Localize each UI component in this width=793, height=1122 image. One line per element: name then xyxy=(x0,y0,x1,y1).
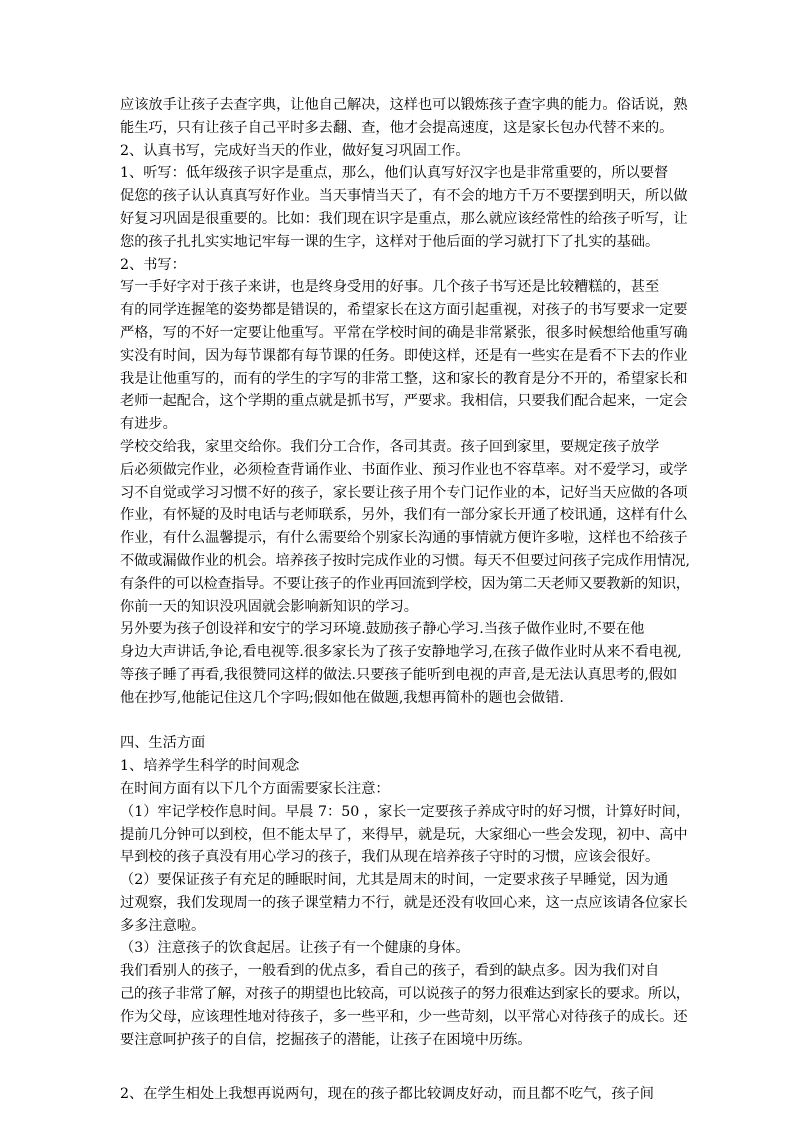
text-line: 您的孩子扎扎实实地记牢每一课的生字，这样对于他后面的学习就打下了扎实的基础。 xyxy=(120,233,660,250)
text-line: 在时间方面有以下几个方面需要家长注意： xyxy=(120,780,390,797)
text-line: 能生巧，只有让孩子自己平时多去翻、查，他才会提高速度，这是家长包办代替不来的。 xyxy=(120,119,674,136)
text-line: 多多注意啦。 xyxy=(120,917,206,934)
text-line: 过观察，我们发现周一的孩子课堂精力不行，就是还没有收回心来，这一点应该请各位家长 xyxy=(120,894,688,911)
text-line: 作为父母，应该理性地对待孩子，多一些平和，少一些苛刻，以平常心对待孩子的成长。还 xyxy=(120,1008,688,1025)
text-line: 四、生活方面 xyxy=(120,735,206,752)
text-line: 1、听写：低年级孩子识字是重点，那么，他们认真写好汉字也是非常重要的，所以要督 xyxy=(120,165,669,182)
text-line: 好复习巩固是很重要的。比如：我们现在识字是重点，那么就应该经常性的给孩子听写，让 xyxy=(120,210,688,227)
text-line: 有条件的可以检查指导。不要让孩子的作业再回流到学校，因为第二天老师又要教新的知识， xyxy=(120,575,690,592)
document-body xyxy=(120,94,690,1106)
text-line: 身边大声讲话,争论,看电视等.很多家长为了孩子安静地学习,在孩子做作业时从来不看电视, xyxy=(120,644,682,661)
text-line: 1、培养学生科学的时间观念 xyxy=(120,758,300,775)
text-line: 应该放手让孩子去查字典，让他自己解决，这样也可以锻炼孩子查字典的能力。俗话说，熟 xyxy=(120,97,688,113)
blank-line xyxy=(120,710,690,733)
text-line: 己的孩子非常了解，对孩子的期望也比较高，可以说孩子的努力很难达到家长的要求。所以， xyxy=(120,986,690,1003)
text-line: 提前几分钟可以到校，但不能太早了，来得早，就是玩，大家细心一些会发现，初中、高中 xyxy=(120,826,688,843)
text-line: 作业，有怀疑的及时电话与老师联系，另外，我们有一部分家长开通了校讯通，这样有什么 xyxy=(120,507,688,524)
text-line: 2、书写： xyxy=(120,256,186,273)
text-line: 我是让他重写的，而有的学生的字写的非常工整，这和家长的教育是分不开的，希望家长和 xyxy=(120,370,688,387)
text-line: 实没有时间，因为每节课都有每节课的任务。即使这样，还是有一些实在是看不下去的作业 xyxy=(120,347,688,364)
text-line: 老师一起配合，这个学期的重点就是抓书写，严要求。我相信，只要我们配合起来，一定会 xyxy=(120,393,688,410)
text-line: 不做或漏做作业的机会。培养孩子按时完成作业的习惯。每天不但要过问孩子完成作用情况, xyxy=(120,552,691,569)
text-line: 另外要为孩子创设祥和安宁的学习环境.鼓励孩子静心学习.当孩子做作业时,不要在他 xyxy=(120,621,645,638)
text-line: 2、在学生相处上我想再说两句，现在的孩子都比较调皮好动，而且都不吃气，孩子间 xyxy=(120,1086,654,1103)
text-line: 学校交给我，家里交给你。我们分工合作，各司其责。孩子回到家里，要规定孩子放学 xyxy=(120,438,660,455)
text-line: （3）注意孩子的饮食起居。让孩子有一个健康的身体。 xyxy=(120,940,470,957)
text-line: （2）要保证孩子有充足的睡眠时间，尤其是周末的时间，一定要求孩子早睡觉，因为通 xyxy=(120,872,669,889)
text-line: 要注意呵护孩子的自信，挖掘孩子的潜能，让孩子在困境中历练。 xyxy=(120,1031,532,1048)
text-line: 写一手好字对于孩子来讲，也是终身受用的好事。几个孩子书写还是比较糟糕的，甚至 xyxy=(120,279,660,296)
text-line: 严格，写的不好一定要让他重写。平常在学校时间的确是非常紧张，很多时候想给他重写确 xyxy=(120,324,688,341)
text-line: （1）牢记学校作息时间。早晨 7：50 ，家长一定要孩子养成守时的好习惯，计算好时间， xyxy=(120,803,691,820)
text-line: 有进步。 xyxy=(120,416,177,433)
text-line: 后必须做完作业，必须检查背诵作业、书面作业、预习作业也不容草率。对不爱学习，或学 xyxy=(120,461,688,478)
text-line: 2、认真书写，完成好当天的作业，做好复习巩固工作。 xyxy=(120,142,470,159)
blank-line xyxy=(120,1051,690,1083)
text-line: 有的同学连握笔的姿势都是错误的，希望家长在这方面引起重视，对孩子的书写要求一定要 xyxy=(120,302,688,319)
text-line: 我们看别人的孩子，一般看到的优点多，看自己的孩子，看到的缺点多。因为我们对自 xyxy=(120,963,660,980)
text-line: 早到校的孩子真没有用心学习的孩子，我们从现在培养孩子守时的习惯，应该会很好。 xyxy=(120,849,660,866)
text-line: 你前一天的知识没巩固就会影响新知识的学习。 xyxy=(120,598,418,615)
text-line: 作业，有什么温馨提示，有什么需要给个别家长沟通的事情就方便许多啦，这样也不给孩子 xyxy=(120,530,688,547)
text-line: 习不自觉或学习习惯不好的孩子，家长要让孩子用个专门记作业的本，记好当天应做的各项 xyxy=(120,484,688,501)
text-line: 等孩子睡了再看,我很赞同这样的做法.只要孩子能听到电视的声音,是无法认真思考的,假如 xyxy=(120,666,678,683)
text-line: 他在抄写,他能记住这几个字吗;假如他在做题,我想再简朴的题也会做错. xyxy=(120,689,564,706)
text-line: 促您的孩子认认真真写好作业。当天事情当天了，有不会的地方千万不要摆到明天，所以做 xyxy=(120,188,688,205)
